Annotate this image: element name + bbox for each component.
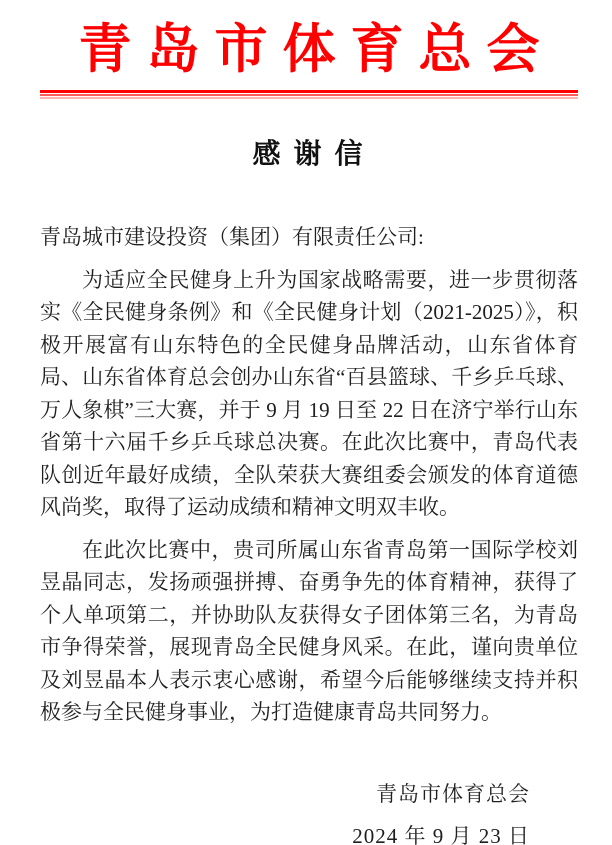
salutation: 青岛城市建设投资（集团）有限责任公司: [40,225,424,250]
signature-block [40,773,578,845]
letterhead-org-name: 青岛市体育总会 [78,21,555,79]
paragraph-1: 为适应全民健身上升为国家战略需要，进一步贯彻落实《全民健身条例》和《全民健身计划（2021-2025）》，积极开展富有山东特色的全民健身品牌活动，山东省体育局、山东省体育总会创办山东省“百县篮球、千乡乒乓球、万人象棋”三大赛，并于 9 月 19 日至 22 日在济宁举行山东省第十六届千乡乒乓球总决赛。在此次比赛中，青岛代表队创近年最好成绩，全队荣获大赛组委会颁发的体育道德风尚奖，取得了运动成绩和精神文明双丰收。 [40,267,578,520]
signature-date: 2024 年 9 月 23 日 [352,823,530,845]
letter-title: 感 谢 信 [252,138,366,170]
divider-line-light [40,97,578,99]
letterhead-divider [40,90,578,99]
paragraph-2: 在此次比赛中，贵司所属山东省青岛第一国际学校刘昱晶同志，发扬顽强拼搏、奋勇争先的体育精神，获得了个人单项第二，并协助队友获得女子团体第三名，为青岛市争得荣誉，展现青岛全民健身风采。在此，谨向贵单位及刘昱晶本人表示衷心感谢，希望今后能够继续支持并积极参与全民健身事业，为打造健康青岛共同努力。 [40,537,578,725]
signature-org: 青岛市体育总会 [376,781,530,806]
divider-line-thick [40,90,578,93]
divider-line-medium [40,94,578,96]
